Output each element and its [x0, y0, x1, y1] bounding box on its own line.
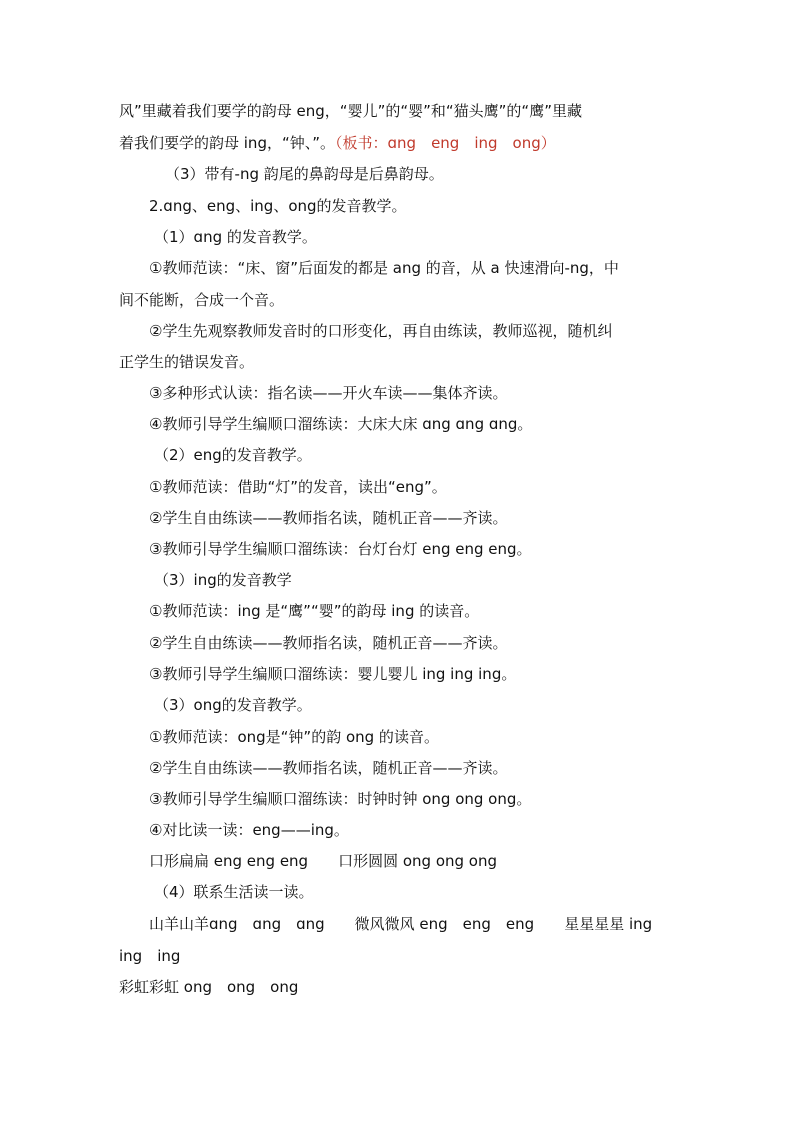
text-line: ②学生先观察教师发音时的口形变化，再自由练读，教师巡视，随机纠 — [149, 322, 613, 340]
section-heading: 2.ɑng、eng、ing、ong的发音教学。 — [149, 197, 407, 215]
text-line: ③教师引导学生编顺口溜练读：婴儿婴儿 ing ing ing。 — [149, 665, 517, 683]
board-writing-note: （板书：ɑng eng ing ong） — [335, 134, 556, 152]
text-line: ③教师引导学生编顺口溜练读：台灯台灯 eng eng eng。 — [149, 540, 532, 558]
text-line: ②学生自由练读——教师指名读，随机正音——齐读。 — [149, 509, 508, 527]
text-line: ①教师范读：借助“灯”的发音，读出“eng”。 — [149, 478, 447, 496]
text-line: （3）带有-ng 韵尾的鼻韵母是后鼻韵母。 — [165, 165, 444, 183]
text-line: 着我们要学的韵母 ing，“钟、”。（板书：ɑng eng ing ong） — [119, 134, 556, 152]
text-line: ing ing — [119, 947, 181, 965]
subsection-heading: （3）ing的发音教学 — [154, 571, 292, 589]
text-line: ③教师引导学生编顺口溜练读：时钟时钟 ong ong ong。 — [149, 790, 532, 808]
text-line: ①教师范读：ong是“钟”的韵 ong 的读音。 — [149, 728, 439, 746]
text-line: 风”里藏着我们要学的韵母 eng，“婴儿”的“婴”和“猫头鹰”的“鹰”里藏 — [119, 102, 582, 120]
text-line: ②学生自由练读——教师指名读，随机正音——齐读。 — [149, 634, 508, 652]
subsection-heading: （2）eng的发音教学。 — [154, 446, 312, 464]
text-line: ③多种形式认读：指名读——开火车读——集体齐读。 — [149, 384, 508, 402]
text-line: 正学生的错误发音。 — [119, 353, 255, 371]
subsection-heading: （1）ɑng 的发音教学。 — [154, 228, 317, 246]
text-line: 山羊山羊ɑng ɑng ɑng 微风微风 eng eng eng 星星星星 ing — [149, 915, 653, 933]
text-line: ④教师引导学生编顺口溜练读：大床大床 ɑng ɑng ɑng。 — [149, 415, 533, 433]
text-line: 间不能断，合成一个音。 — [119, 291, 285, 309]
text-line: ①教师范读：ing 是“鹰”“婴”的韵母 ing 的读音。 — [149, 602, 480, 620]
text-line: ①教师范读：“床、窗”后面发的都是 ang 的音，从 a 快速滑向-ng，中 — [149, 259, 619, 277]
text-line: 口形扁扁 eng eng eng 口形圆圆 ong ong ong — [149, 852, 497, 870]
text-line: ②学生自由练读——教师指名读，随机正音——齐读。 — [149, 759, 508, 777]
text-line: ④对比读一读：eng——ing。 — [149, 821, 349, 839]
subsection-heading: （3）ong的发音教学。 — [154, 696, 312, 714]
subsection-heading: （4）联系生活读一读。 — [154, 883, 314, 901]
text-line: 彩虹彩虹 ong ong ong — [119, 978, 299, 996]
